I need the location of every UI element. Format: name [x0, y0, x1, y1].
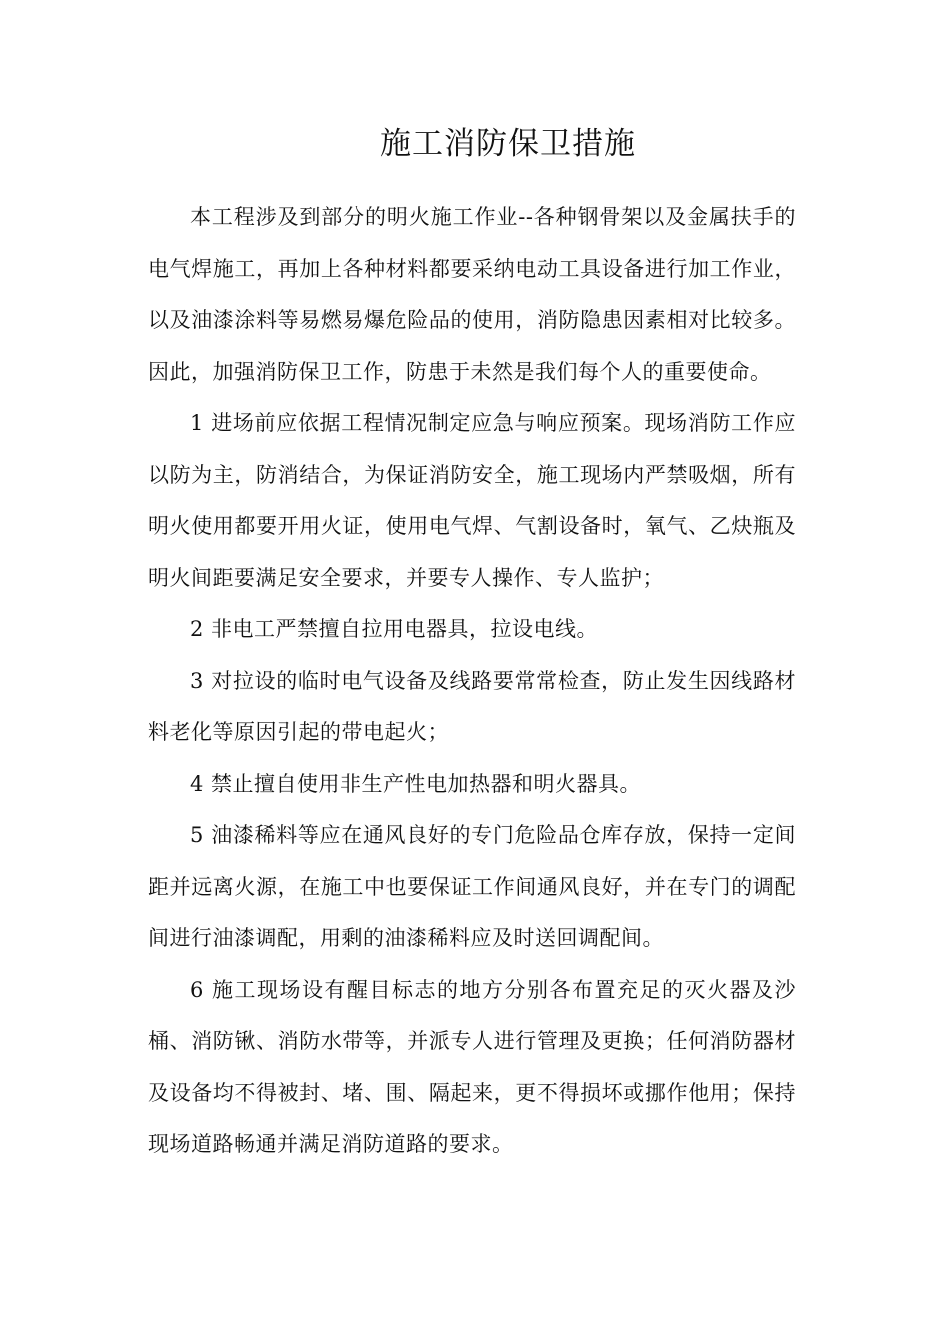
paragraph-item-5: 5 油漆稀料等应在通风良好的专门危险品仓库存放，保持一定间距并远离火源，在施工中也要保证工作间通风良好，并在专门的调配间进行油漆调配，用剩的油漆稀料应及时送回调配间。 — [148, 823, 796, 950]
document-body — [148, 192, 796, 1171]
paragraph-item-2: 2 非电工严禁擅自拉用电器具，拉设电线。 — [190, 617, 599, 641]
document-title: 施工消防保卫措施 — [380, 126, 636, 162]
paragraph-item-6: 6 施工现场设有醒目标志的地方分别各布置充足的灭火器及沙桶、消防锹、消防水带等，并派专人进行管理及更换；任何消防器材及设备均不得被封、堵、围、隔起来，更不得损坏或挪作他用；保持现场道路畅通并满足消防道路的要求。 — [148, 977, 796, 1156]
paragraph-item-3: 3 对拉设的临时电气设备及线路要常常检查，防止发生因线路材料老化等原因引起的带电起火； — [148, 668, 796, 744]
paragraph-item-4: 4 禁止擅自使用非生产性电加热器和明火器具。 — [190, 771, 642, 796]
paragraph-intro: 本工程涉及到部分的明火施工作业--各种钢骨架以及金属扶手的电气焊施工，再加上各种材料都要采纳电动工具设备进行加工作业，以及油漆涂料等易燃易爆危险品的使用，消防隐患因素相对比较多。因此，加强消防保卫工作，防患于未然是我们每个人的重要使命。 — [148, 205, 796, 384]
paragraph-item-1: 1 进场前应依据工程情况制定应急与响应预案。现场消防工作应以防为主，防消结合，为保证消防安全，施工现场内严禁吸烟，所有明火使用都要开用火证，使用电气焊、气割设备时，氧气、乙炔瓶及明火间距要满足安全要求，并要专人操作、专人监护； — [148, 411, 796, 590]
